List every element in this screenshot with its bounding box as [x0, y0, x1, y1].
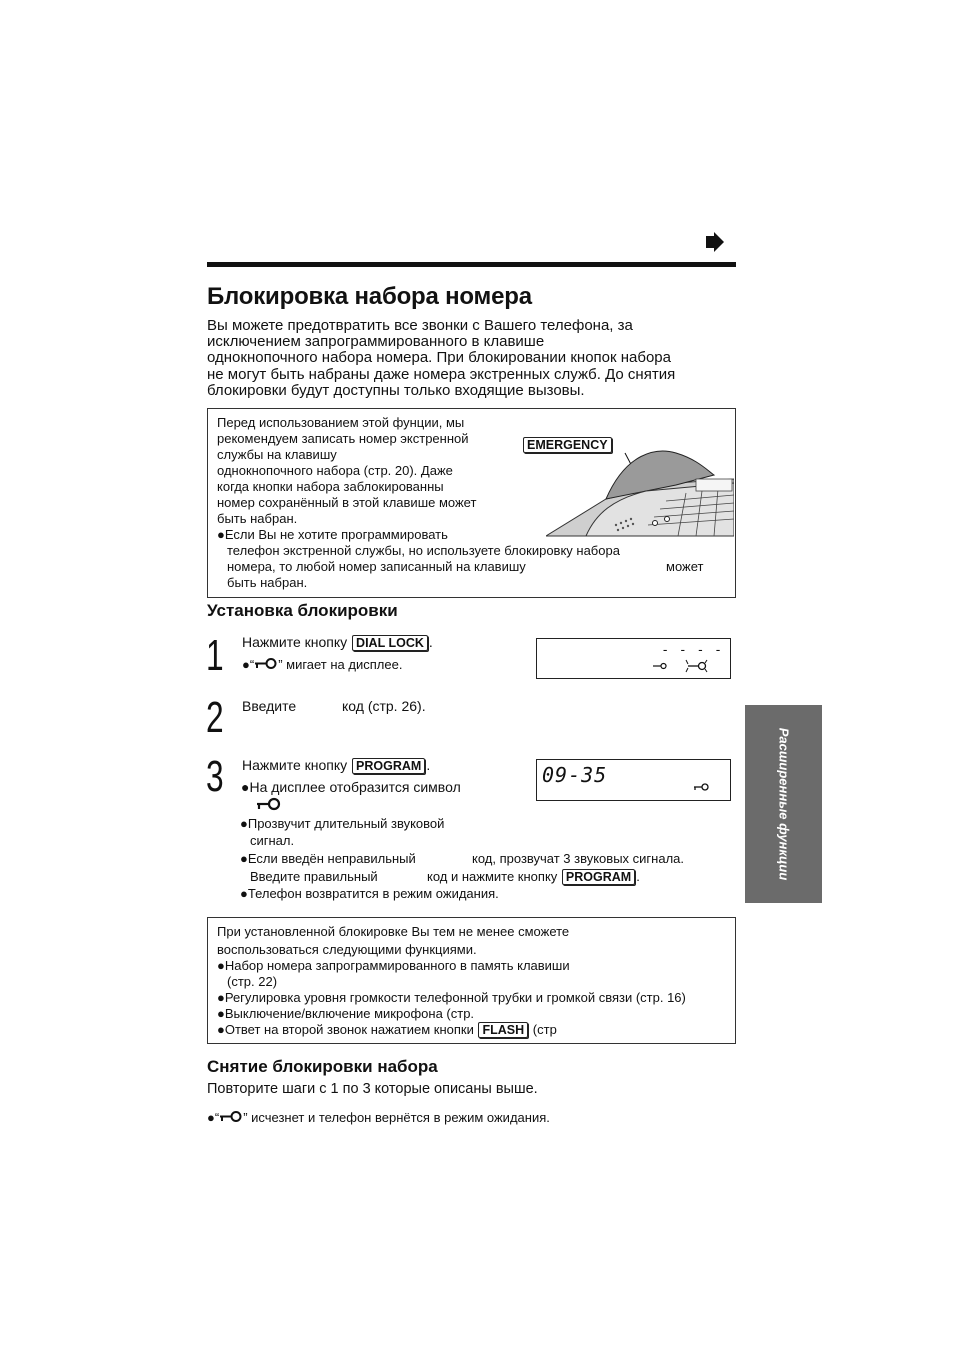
emergency-key-label: EMERGENCY [523, 437, 612, 453]
intro-line: Вы можете предотвратить все звонки с Вашего телефона, за [207, 317, 633, 334]
step3-instruction [242, 757, 430, 774]
features-bullet [217, 1022, 557, 1038]
arrow-icon [653, 661, 667, 671]
lcd-display-step3 [536, 759, 731, 801]
features-bullet: ●Набор номера запрограммированного в память клавиши [217, 958, 570, 973]
step1-dot: . [428, 634, 433, 650]
notice-line: быть набран. [227, 575, 308, 590]
notice-line: телефон экстренной службы, но используете блокировку набора [227, 543, 620, 558]
step2-text: код (стр. 26). [342, 698, 426, 714]
notice-line: службы на клавишу [217, 447, 337, 462]
features-line: (стр. 22) [227, 974, 278, 989]
step-number: 1 [206, 631, 224, 680]
arrow-right-icon [706, 232, 724, 252]
unlock-heading: Снятие блокировки набора [207, 1057, 438, 1076]
intro-paragraph [207, 318, 736, 399]
features-line: При установленной блокировке Вы тем не менее сможете [217, 924, 570, 939]
step3-bullet: ●На дисплее отобразится символ [241, 779, 461, 795]
step3-bullet: ●Прозвучит длительный звуковой [240, 816, 445, 831]
step3-bullet-cont: Введите правильный [250, 869, 378, 884]
step1-text: Нажмите кнопку [242, 634, 348, 650]
step3-text: Нажмите кнопку [242, 757, 348, 773]
intro-line: не могут быть набраны даже номера экстренных служб. До снятия [207, 365, 676, 383]
key-lock-icon [692, 782, 710, 792]
step-number: 2 [206, 693, 224, 742]
header-rule [207, 262, 736, 267]
notice-line: рекомендуем записать номер экстренной [217, 431, 469, 446]
step3-bullet-cont [427, 868, 640, 885]
notice-line: когда кнопки набора заблокированны [217, 479, 444, 494]
lcd-time: 09-35 [542, 763, 608, 787]
unlock-note [207, 1109, 550, 1126]
notice-line: номера, то любой номер записанный на клавишу [227, 559, 526, 574]
page-title: Блокировка набора номера [207, 283, 532, 310]
notice-line: Перед использованием этой фунции, мы [217, 415, 465, 430]
section-side-tab [745, 705, 822, 903]
step3-bullet: ●Телефон возвратится в режим ожидания. [240, 886, 499, 901]
step2-text: Введите [242, 698, 297, 714]
intro-line: исключением запрограммированного в клавише [207, 333, 545, 351]
step3-bullet-cont: сигнал. [250, 833, 295, 848]
step3-dot: . [426, 757, 431, 773]
notice-bullet: ●Если Вы не хотите программировать [217, 527, 448, 542]
emergency-notice-box [207, 408, 736, 598]
features-text: (стр [532, 1022, 557, 1037]
features-bullet: ●Регулировка уровня громкости телефонной трубки и громкой связи (стр. 16) [217, 990, 686, 1005]
features-bullet: ●Выключение/включение микрофона (стр. [217, 1006, 475, 1021]
dial-lock-key: DIAL LOCK [352, 635, 428, 651]
step3-bullet: ●Если введён неправильный [240, 851, 416, 866]
intro-line: однокнопочного набора номера. При блокировании кнопок набора [207, 349, 671, 367]
intro-line: блокировки будут доступны только входящие вызовы. [207, 381, 585, 399]
lcd-dashes: - - - - [661, 643, 723, 658]
note-quote-open: ●“ [207, 1110, 220, 1125]
step3-bullet-cont: код, прозвучат 3 звуковых сигнала. [472, 851, 684, 866]
note-text: ” мигает на дисплее. [278, 657, 403, 672]
step1-note [242, 656, 402, 673]
key-lock-icon [256, 797, 282, 811]
flash-key: FLASH [478, 1022, 528, 1038]
features-text: ●Ответ на второй звонок нажатием кнопки [217, 1022, 474, 1037]
step1-instruction [242, 634, 433, 651]
program-key: PROGRAM [562, 869, 635, 885]
key-lock-icon [219, 1110, 243, 1123]
key-lock-icon [254, 657, 278, 670]
setup-heading: Установка блокировки [207, 601, 398, 620]
step-number: 3 [206, 752, 224, 801]
side-tab-label: Расширенные функции [776, 727, 791, 881]
unlock-text: Повторите шаги с 1 по 3 которые описаны выше. [207, 1081, 538, 1097]
features-line: воспользоваться следующими функциями. [217, 942, 477, 957]
available-features-box [207, 917, 736, 1044]
program-key: PROGRAM [352, 758, 425, 774]
notice-line: может [666, 559, 704, 574]
notice-line: однокнопочного набора (стр. 20). Даже [217, 463, 453, 478]
note-quote-open: ●“ [242, 657, 255, 672]
step3-dot: . [636, 869, 640, 884]
step3-text: код и нажмите кнопку [427, 869, 558, 884]
lcd-display-step1 [536, 638, 731, 679]
notice-line: быть набран. [217, 511, 298, 526]
blinking-key-lock-icon [684, 659, 710, 673]
telephone-illustration [546, 439, 734, 537]
note-text: ” исчезнет и телефон вернётся в режим ожидания. [243, 1110, 550, 1125]
notice-line: номер сохранённый в этой клавише может [217, 495, 477, 510]
